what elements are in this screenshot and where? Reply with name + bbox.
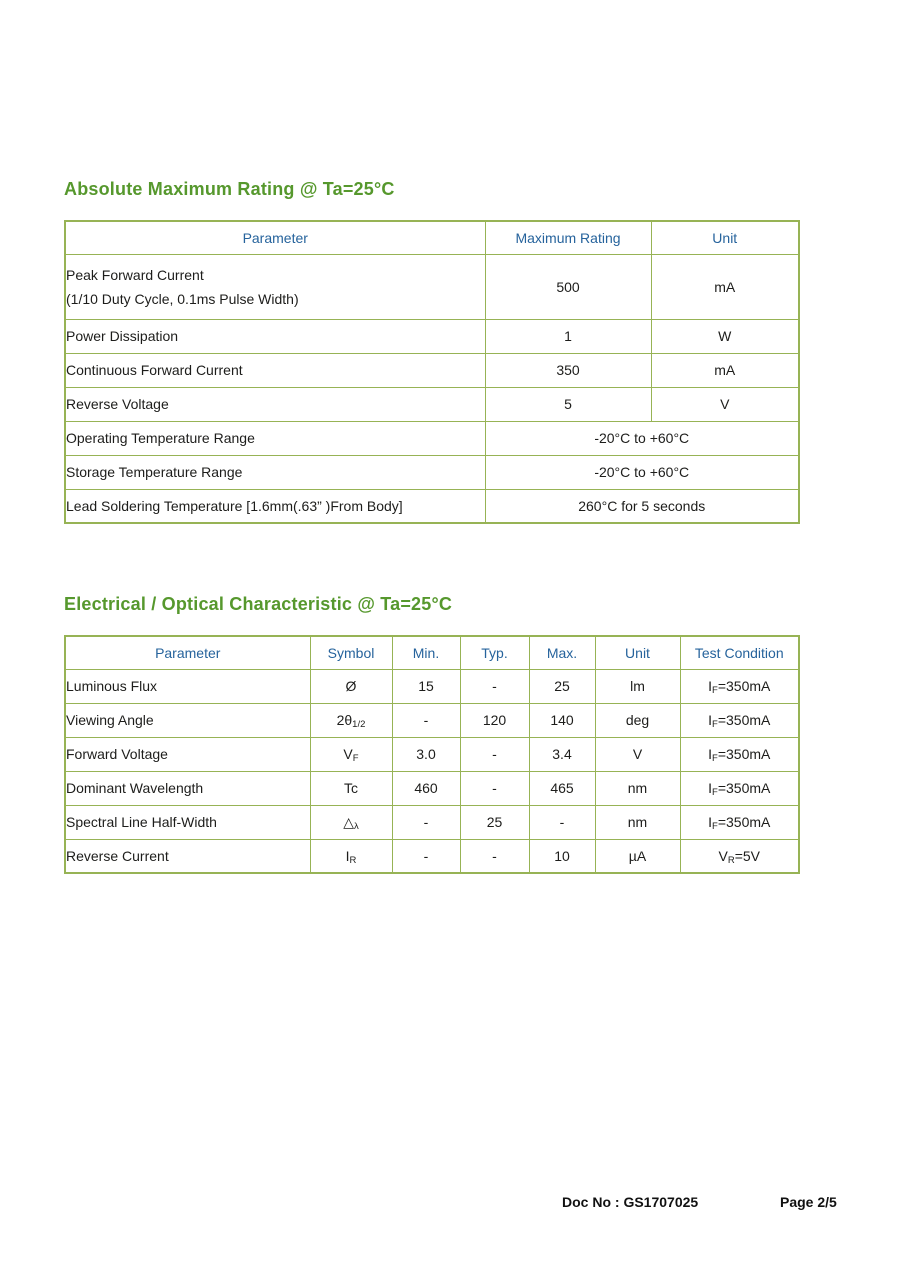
typ-cell: - bbox=[460, 839, 529, 873]
table-header-row bbox=[65, 221, 799, 254]
min-cell: 460 bbox=[392, 771, 460, 805]
section-title-electrical-optical-characteristic: Electrical / Optical Characteristic @ Ta=25°C bbox=[64, 594, 453, 614]
typ-cell: 120 bbox=[460, 703, 529, 737]
typ-cell: - bbox=[460, 737, 529, 771]
parameter-cell: Reverse Current bbox=[65, 839, 310, 873]
rating-cell: 350 bbox=[485, 353, 651, 387]
parameter-cell: Forward Voltage bbox=[65, 737, 310, 771]
test-condition-cell: $I_F=350mA$ bbox=[680, 703, 799, 737]
table-row bbox=[65, 387, 799, 421]
typ-cell: 25 bbox=[460, 805, 529, 839]
min-cell: 3.0 bbox=[392, 737, 460, 771]
unit-cell: nm bbox=[595, 805, 680, 839]
parameter-cell: Operating Temperature Range bbox=[65, 421, 485, 455]
column-header-typ: Typ. bbox=[460, 636, 529, 669]
max-cell: 3.4 bbox=[529, 737, 595, 771]
symbol-cell: $V_F$ bbox=[310, 737, 392, 771]
unit-cell: lm bbox=[595, 669, 680, 703]
electrical-optical-characteristic-table bbox=[64, 635, 800, 874]
max-cell: 140 bbox=[529, 703, 595, 737]
absolute-maximum-rating-table bbox=[64, 220, 800, 524]
footer-doc-number: Doc No : GS1707025 bbox=[562, 1194, 699, 1210]
footer-page-number: Page 2/5 bbox=[780, 1194, 837, 1210]
unit-cell: W bbox=[651, 319, 799, 353]
min-cell: 15 bbox=[392, 669, 460, 703]
column-header-min: Min. bbox=[392, 636, 460, 669]
table-row bbox=[65, 353, 799, 387]
typ-cell: - bbox=[460, 771, 529, 805]
unit-cell: mA bbox=[651, 254, 799, 319]
column-header-max: Max. bbox=[529, 636, 595, 669]
symbol-cell: $2\theta_{1/2}$ bbox=[310, 703, 392, 737]
table-row bbox=[65, 489, 799, 523]
table-row bbox=[65, 254, 799, 319]
unit-cell: µA bbox=[595, 839, 680, 873]
parameter-cell: Power Dissipation bbox=[65, 319, 485, 353]
min-cell: - bbox=[392, 805, 460, 839]
parameter-cell bbox=[65, 254, 485, 319]
parameter-cell: Storage Temperature Range bbox=[65, 455, 485, 489]
unit-cell: mA bbox=[651, 353, 799, 387]
parameter-cell: Dominant Wavelength bbox=[65, 771, 310, 805]
parameter-cell: Viewing Angle bbox=[65, 703, 310, 737]
symbol-cell: Ø bbox=[310, 669, 392, 703]
rating-cell-merged: -20°C to +60°C bbox=[485, 455, 799, 489]
test-condition-cell: $I_F=350mA$ bbox=[680, 771, 799, 805]
column-header-unit: Unit bbox=[595, 636, 680, 669]
rating-cell: 5 bbox=[485, 387, 651, 421]
section-title-absolute-maximum-rating: Absolute Maximum Rating @ Ta=25°C bbox=[64, 179, 395, 199]
parameter-cell: Continuous Forward Current bbox=[65, 353, 485, 387]
column-header-maximum-rating: Maximum Rating bbox=[485, 221, 651, 254]
symbol-cell: $\triangle_\lambda$ bbox=[310, 805, 392, 839]
max-cell: 10 bbox=[529, 839, 595, 873]
rating-cell: 500 bbox=[485, 254, 651, 319]
test-condition-cell: $I_F=350mA$ bbox=[680, 669, 799, 703]
rating-cell: 1 bbox=[485, 319, 651, 353]
min-cell: - bbox=[392, 839, 460, 873]
table-row bbox=[65, 805, 799, 839]
column-header-parameter: Parameter bbox=[65, 636, 310, 669]
parameter-cell: Lead Soldering Temperature [1.6mm(.63” )From Body] bbox=[65, 489, 485, 523]
unit-cell: deg bbox=[595, 703, 680, 737]
parameter-line-2: (1/10 Duty Cycle, 0.1ms Pulse Width) bbox=[66, 290, 299, 307]
table-row bbox=[65, 669, 799, 703]
max-cell: 465 bbox=[529, 771, 595, 805]
test-condition-cell: $I_F=350mA$ bbox=[680, 737, 799, 771]
parameter-cell: Reverse Voltage bbox=[65, 387, 485, 421]
unit-cell: V bbox=[651, 387, 799, 421]
table-row bbox=[65, 839, 799, 873]
column-header-parameter: Parameter bbox=[65, 221, 485, 254]
table-row bbox=[65, 455, 799, 489]
table-row bbox=[65, 319, 799, 353]
symbol-cell: $I_R$ bbox=[310, 839, 392, 873]
parameter-cell: Spectral Line Half-Width bbox=[65, 805, 310, 839]
unit-cell: nm bbox=[595, 771, 680, 805]
table-row bbox=[65, 737, 799, 771]
rating-cell-merged: -20°C to +60°C bbox=[485, 421, 799, 455]
column-header-unit: Unit bbox=[651, 221, 799, 254]
rating-cell-merged: 260°C for 5 seconds bbox=[485, 489, 799, 523]
min-cell: - bbox=[392, 703, 460, 737]
column-header-symbol: Symbol bbox=[310, 636, 392, 669]
test-condition-cell: $I_F=350mA$ bbox=[680, 805, 799, 839]
parameter-line-1: Peak Forward Current bbox=[66, 266, 204, 283]
table-row bbox=[65, 703, 799, 737]
unit-cell: V bbox=[595, 737, 680, 771]
parameter-cell: Luminous Flux bbox=[65, 669, 310, 703]
test-condition-cell: $V_R=5V$ bbox=[680, 839, 799, 873]
table-header-row bbox=[65, 636, 799, 669]
max-cell: - bbox=[529, 805, 595, 839]
typ-cell: - bbox=[460, 669, 529, 703]
table-row bbox=[65, 421, 799, 455]
max-cell: 25 bbox=[529, 669, 595, 703]
table-row bbox=[65, 771, 799, 805]
column-header-test-condition: Test Condition bbox=[680, 636, 799, 669]
symbol-cell: Tc bbox=[310, 771, 392, 805]
